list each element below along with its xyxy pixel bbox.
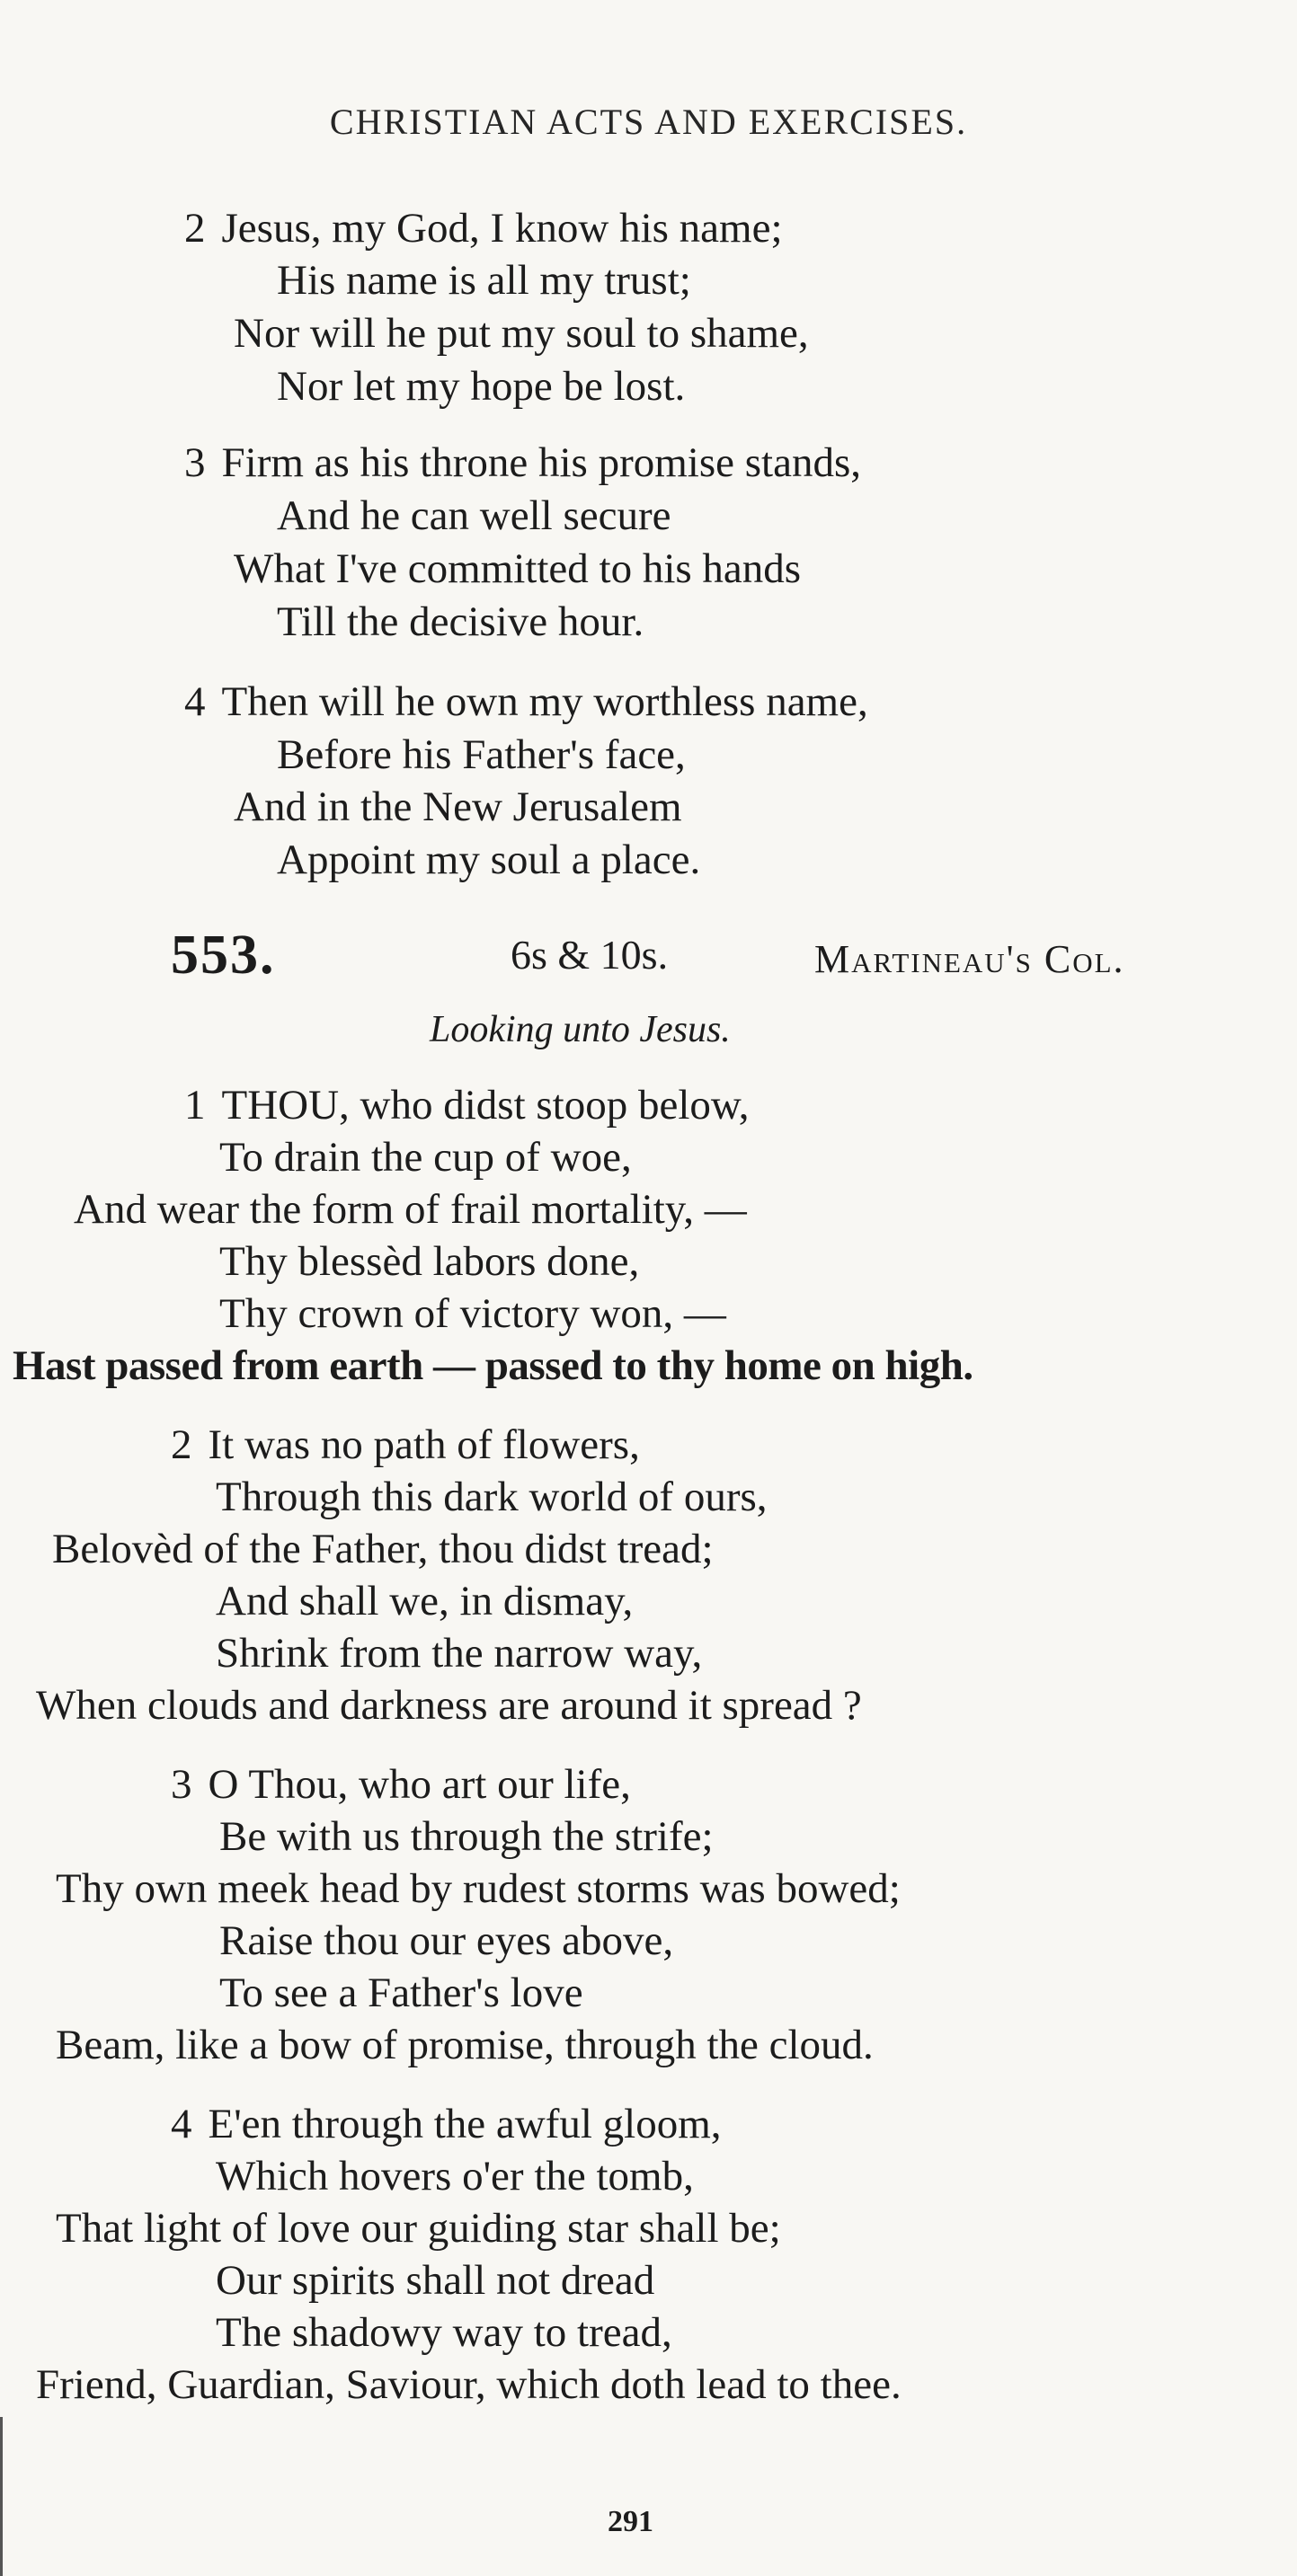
verse-line: THOU, who didst stoop below, (221, 1082, 750, 1129)
verse-line: The shadowy way to tread, (216, 2309, 672, 2356)
hymn-meter: 6s & 10s. (511, 932, 669, 978)
stanza-first-line (171, 1420, 640, 1470)
verse-line: Friend, Guardian, Saviour, which doth lead to thee. (36, 2361, 902, 2408)
verse-line: Till the decisive hour. (277, 598, 644, 645)
verse-line: And shall we, in dismay, (216, 1578, 634, 1624)
hymn-number: 553. (171, 925, 276, 986)
verse-line: His name is all my trust; (277, 257, 691, 304)
verse-line: Hast passed from earth — passed to thy home on high. (13, 1342, 973, 1389)
verse-line: And he can well secure (277, 492, 671, 539)
page-edge-shadow (0, 2417, 3, 2576)
verse-line: Nor let my hope be lost. (277, 363, 686, 410)
stanza-number: 3 (171, 1761, 192, 1808)
hymn-title: Looking unto Jesus. (430, 1009, 731, 1050)
verse-line: Then will he own my worthless name, (221, 678, 868, 725)
verse-line: To see a Father's love (219, 1970, 583, 2016)
verse-line: E'en through the awful gloom, (208, 2101, 722, 2147)
stanza-number: 2 (184, 205, 206, 252)
verse-line: Shrink from the narrow way, (216, 1630, 703, 1677)
verse-line: Jesus, my God, I know his name; (221, 205, 783, 252)
stanza-first-line (184, 1080, 750, 1130)
verse-line: To drain the cup of woe, (219, 1134, 632, 1181)
stanza-first-line (171, 1759, 631, 1810)
page-number: 291 (608, 2505, 653, 2538)
verse-line: Through this dark world of ours, (216, 1474, 768, 1520)
stanza-number: 4 (184, 678, 206, 725)
verse-line: Our spirits shall not dread (216, 2257, 655, 2304)
verse-line: Before his Father's face, (277, 731, 686, 778)
running-head: CHRISTIAN ACTS AND EXERCISES. (329, 102, 968, 142)
stanza-number: 4 (171, 2101, 192, 2147)
stanza-number: 1 (184, 1082, 206, 1129)
verse-line: What I've committed to his hands (234, 545, 802, 592)
verse-line: Beam, like a bow of promise, through the cloud. (56, 2022, 874, 2068)
stanza-number: 3 (184, 439, 206, 486)
verse-line: Raise thou our eyes above, (219, 1917, 674, 1964)
verse-line: Appoint my soul a place. (277, 837, 701, 883)
verse-line: O Thou, who art our life, (208, 1761, 631, 1808)
stanza-number: 2 (171, 1421, 192, 1468)
hymn-header (0, 924, 1297, 987)
stanza-first-line (171, 2099, 722, 2149)
verse-line: Thy crown of victory won, — (219, 1290, 726, 1337)
verse-line: Belovèd of the Father, thou didst tread; (52, 1526, 714, 1572)
verse-line: Thy blessèd labors done, (219, 1238, 640, 1285)
stanza-first-line (184, 438, 861, 488)
verse-line: That light of love our guiding star shall be; (56, 2205, 781, 2252)
verse-line: Be with us through the strife; (219, 1813, 714, 1860)
verse-line: Firm as his throne his promise stands, (221, 439, 861, 486)
verse-line: And wear the form of frail mortality, — (74, 1186, 747, 1233)
verse-line: Nor will he put my soul to shame, (234, 310, 809, 357)
verse-line: It was no path of flowers, (208, 1421, 640, 1468)
stanza-first-line (184, 203, 783, 253)
verse-line: Which hovers o'er the tomb, (216, 2153, 694, 2200)
verse-line: When clouds and darkness are around it spread ? (36, 1682, 862, 1729)
stanza-first-line (184, 677, 868, 727)
hymn-tune-source: Martineau's Col. (814, 937, 1125, 981)
verse-line: Thy own meek head by rudest storms was bowed; (56, 1865, 901, 1912)
verse-line: And in the New Jerusalem (234, 783, 682, 830)
